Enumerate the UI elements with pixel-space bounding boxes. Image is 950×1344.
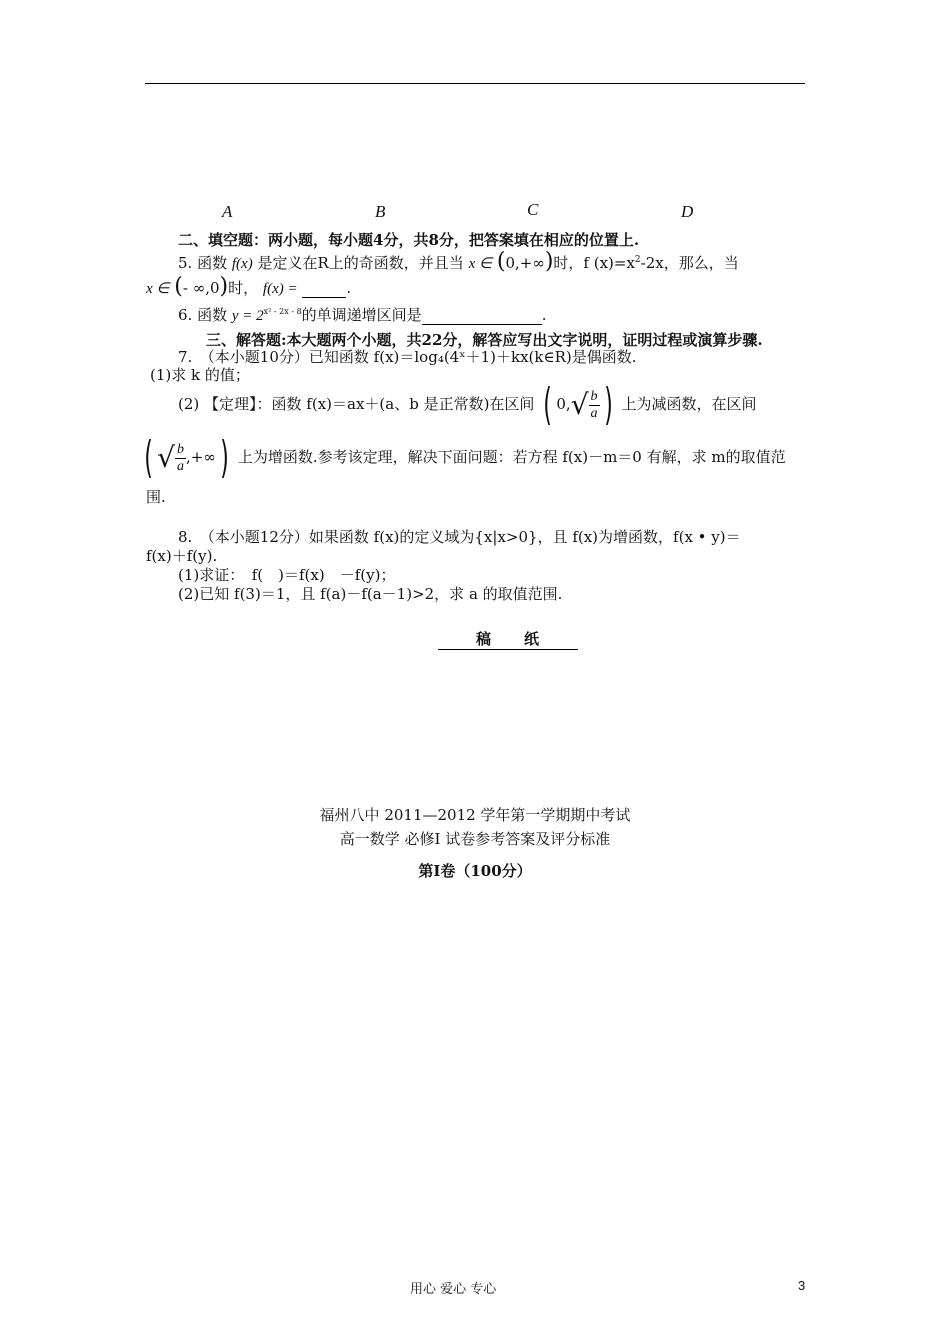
q6-text2: 的单调递增区间是	[301, 306, 422, 324]
q6-number: 6.	[178, 306, 193, 324]
q5-text3: 时，f (x)=x	[553, 254, 635, 272]
q5-square: 2	[634, 255, 641, 265]
section2-heading: 二、填空题：两小题，每小题4分，共8分，把答案填在相应的位置上.	[178, 231, 640, 249]
q6-exponent: x² - 2x - 8	[263, 307, 302, 316]
choice-label-a: A	[222, 202, 233, 221]
q7-part2-text-b: 上为减函数，在区间	[621, 395, 757, 413]
q5-answer-blank[interactable]	[302, 279, 346, 298]
q5-paren-open: (	[496, 249, 506, 274]
q5-text2: 是定义在R上的奇函数，并且当	[257, 254, 464, 272]
q5-end: .	[346, 279, 352, 297]
q6-y: y = 2	[231, 308, 264, 324]
page-number: 3	[798, 1278, 806, 1293]
q8-part1: (1)求证： f( )＝f(x) －f(y)；	[178, 566, 396, 584]
answer-title-line1: 福州八中 2011—2012 学年第一学期期中考试	[319, 806, 631, 824]
q7-sqrt2-icon: √	[157, 441, 176, 474]
q8-line1: 8. （本小题12分）如果函数 f(x)的定义域为{x|x>0}，且 f(x)为增函数，f(x • y)＝	[178, 528, 741, 546]
q7-interval2-end: ,+∞	[186, 448, 216, 466]
q5-x2: x ∈	[146, 281, 170, 297]
q5-fx2: f(x) =	[262, 281, 298, 297]
q7-sqrt-icon: √	[570, 388, 589, 421]
q6-text1: 函数	[197, 306, 228, 324]
q7-part2-line2	[140, 432, 786, 483]
q7-frac2-num: b	[177, 441, 185, 457]
footer-center: 用心 爱心 专心	[410, 1282, 497, 1297]
q7-part1: (1)求 k 的值；	[150, 366, 250, 384]
q5-number: 5.	[178, 254, 193, 272]
q8-line2: f(x)＋f(y).	[146, 547, 218, 565]
q7-part2-line1	[178, 379, 757, 430]
choice-label-d: D	[681, 202, 694, 221]
q5-fx: f(x)	[231, 256, 253, 272]
q7-part2-text-d: 围.	[146, 488, 166, 506]
q7-line1: 7. （本小题10分）已知函数 f(x)＝log₄(4ˣ＋1)＋kx(k∈R)是偶函数.	[178, 348, 637, 366]
q6-answer-blank[interactable]	[422, 306, 542, 325]
q6-end: .	[541, 306, 547, 324]
q7-fraction2	[175, 442, 186, 475]
q5-text4: -2x，那么，当	[640, 254, 739, 272]
q7-fraction	[589, 389, 600, 422]
q8-part2: (2)已知 f(3)＝1，且 f(a)－f(a－1)>2，求 a 的取值范围.	[178, 585, 563, 603]
q7-bracket-left: (	[543, 379, 553, 430]
q7-part2-text-c: 上为增函数.参考该定理，解决下面问题：若方程 f(x)－m＝0 有解，求 m的取值范	[237, 448, 786, 466]
q7-frac-den: a	[590, 405, 598, 421]
choice-label-c: C	[527, 200, 539, 219]
q5-text1: 函数	[197, 254, 228, 272]
draft-label	[438, 628, 578, 649]
q7-bracket-right: )	[603, 379, 613, 430]
q7-bracket2-left: (	[144, 432, 153, 483]
q7-frac-num: b	[590, 388, 598, 404]
q7-frac2-den: a	[177, 458, 185, 474]
q5-paren2-open: (	[174, 274, 183, 299]
header-rule	[145, 83, 805, 84]
q5-text5: 时，	[228, 279, 259, 297]
q5-line2	[146, 274, 352, 299]
q5-interval1: 0,+∞	[505, 254, 545, 272]
q5-line1	[178, 249, 739, 274]
choice-label-b: B	[375, 202, 386, 221]
q5-cond: x ∈	[468, 256, 493, 272]
q5-paren-close: )	[544, 249, 554, 274]
section3-heading: 三、解答题:本大题两个小题，共22分，解答应写出文字说明，证明过程或演算步骤.	[206, 331, 763, 349]
q5-interval2: - ∞,0	[182, 279, 220, 297]
answer-title-line2: 高一数学 必修Ⅰ 试卷参考答案及评分标准	[339, 830, 611, 848]
q7-part2-text-a: (2) 【定理】：函数 f(x)＝ax＋(a、b 是正常数)在区间	[178, 395, 535, 413]
q6-line	[178, 304, 546, 325]
answer-title-line3: 第Ⅰ卷（100分）	[418, 862, 532, 880]
q7-interval-start: 0,	[556, 395, 571, 413]
q7-bracket2-right: )	[220, 432, 229, 483]
draft-label-text: 稿 纸	[438, 630, 578, 650]
q5-paren2-close: )	[219, 274, 229, 299]
